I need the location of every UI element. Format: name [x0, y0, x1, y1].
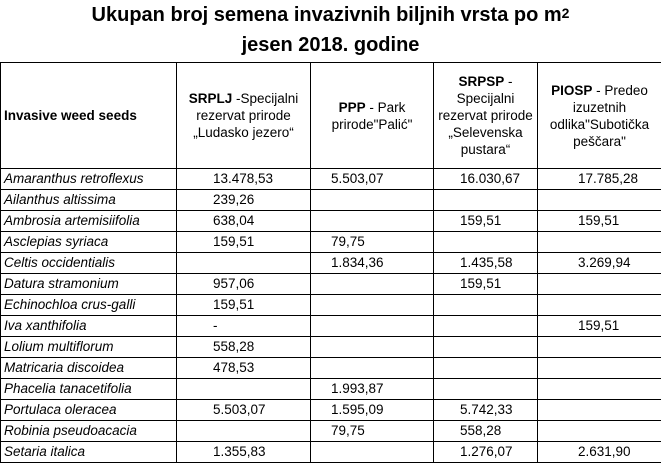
value-cell-piosp[interactable]: 2.631,90	[538, 442, 661, 463]
value-cell-ppp[interactable]	[311, 274, 434, 295]
species-cell[interactable]: Datura stramonium	[1, 274, 177, 295]
value-cell-srplj[interactable]: 957,06	[177, 274, 311, 295]
species-cell[interactable]: Amaranthus retroflexus	[1, 169, 177, 190]
value-cell-srplj[interactable]	[177, 379, 311, 400]
value-cell-piosp[interactable]: 17.785,28	[538, 169, 661, 190]
value-cell-piosp[interactable]: 159,51	[538, 316, 661, 337]
value-cell-srpsp[interactable]: 16.030,67	[434, 169, 538, 190]
value-cell-piosp[interactable]	[538, 274, 661, 295]
table-row	[1, 316, 661, 337]
value-cell-srpsp[interactable]	[434, 358, 538, 379]
value-cell-piosp[interactable]	[538, 400, 661, 421]
species-cell[interactable]: Portulaca oleracea	[1, 400, 177, 421]
value-cell-srplj[interactable]	[177, 253, 311, 274]
table-row	[1, 421, 661, 442]
value-cell-ppp[interactable]	[311, 337, 434, 358]
value-cell-piosp[interactable]	[538, 358, 661, 379]
value-cell-piosp[interactable]	[538, 337, 661, 358]
value-cell-srplj[interactable]: 558,28	[177, 337, 311, 358]
value-cell-ppp[interactable]: 1.834,36	[311, 253, 434, 274]
table-header-row	[1, 63, 661, 169]
value-cell-ppp[interactable]: 1.595,09	[311, 400, 434, 421]
value-cell-ppp[interactable]	[311, 295, 434, 316]
value-cell-srplj[interactable]: 478,53	[177, 358, 311, 379]
value-cell-ppp[interactable]	[311, 190, 434, 211]
value-cell-srplj[interactable]: 159,51	[177, 295, 311, 316]
species-cell[interactable]: Robinia pseudoacacia	[1, 421, 177, 442]
species-cell[interactable]: Ambrosia artemisiifolia	[1, 211, 177, 232]
table-row	[1, 295, 661, 316]
value-cell-piosp[interactable]	[538, 232, 661, 253]
title-block	[0, 0, 661, 62]
value-cell-srpsp[interactable]: 558,28	[434, 421, 538, 442]
value-cell-srplj[interactable]: 1.355,83	[177, 442, 311, 463]
table-row	[1, 190, 661, 211]
header-srpsp: SRPSP - Specijalni rezervat prirode „Selevenska pustara“	[434, 63, 538, 169]
species-cell[interactable]: Lolium multiflorum	[1, 337, 177, 358]
value-cell-ppp[interactable]	[311, 316, 434, 337]
species-cell[interactable]: Celtis occidentialis	[1, 253, 177, 274]
value-cell-ppp[interactable]	[311, 358, 434, 379]
table-body	[1, 169, 661, 463]
title-superscript: 2	[561, 5, 570, 21]
table-row	[1, 232, 661, 253]
value-cell-srplj[interactable]: 638,04	[177, 211, 311, 232]
value-cell-srpsp[interactable]	[434, 295, 538, 316]
species-cell[interactable]: Phacelia tanacetifolia	[1, 379, 177, 400]
header-piosp: PIOSP - Predeo izuzetnih odlika"Subotička peščara"	[538, 63, 661, 169]
species-cell[interactable]: Asclepias syriaca	[1, 232, 177, 253]
value-cell-srpsp[interactable]	[434, 337, 538, 358]
value-cell-ppp[interactable]: 5.503,07	[311, 169, 434, 190]
value-cell-srpsp[interactable]: 159,51	[434, 211, 538, 232]
species-cell[interactable]: Setaria italica	[1, 442, 177, 463]
value-cell-srpsp[interactable]: 1.435,58	[434, 253, 538, 274]
value-cell-srpsp[interactable]	[434, 379, 538, 400]
table-row	[1, 337, 661, 358]
value-cell-piosp[interactable]: 159,51	[538, 211, 661, 232]
header-species: Invasive weed seeds	[1, 63, 177, 169]
value-cell-srplj[interactable]: 159,51	[177, 232, 311, 253]
value-cell-srpsp[interactable]	[434, 190, 538, 211]
table-row	[1, 169, 661, 190]
table-row	[1, 211, 661, 232]
value-cell-ppp[interactable]	[311, 211, 434, 232]
value-cell-ppp[interactable]	[311, 442, 434, 463]
species-cell[interactable]: Iva xanthifolia	[1, 316, 177, 337]
value-cell-piosp[interactable]	[538, 190, 661, 211]
species-cell[interactable]: Ailanthus altissima	[1, 190, 177, 211]
value-cell-srplj[interactable]	[177, 421, 311, 442]
value-cell-srpsp[interactable]: 5.742,33	[434, 400, 538, 421]
table-row	[1, 358, 661, 379]
table-row	[1, 400, 661, 421]
value-cell-srplj[interactable]: 5.503,07	[177, 400, 311, 421]
species-cell[interactable]: Matricaria discoidea	[1, 358, 177, 379]
value-cell-piosp[interactable]: 3.269,94	[538, 253, 661, 274]
value-cell-srpsp[interactable]	[434, 316, 538, 337]
title-line-1	[0, 3, 661, 27]
value-cell-piosp[interactable]	[538, 379, 661, 400]
header-ppp: PPP - Park prirode"Palić"	[311, 63, 434, 169]
species-cell[interactable]: Echinochloa crus-galli	[1, 295, 177, 316]
value-cell-piosp[interactable]	[538, 421, 661, 442]
table-row	[1, 442, 661, 463]
seed-count-table	[0, 62, 661, 463]
title-line-2: jesen 2018. godine	[241, 34, 420, 56]
table-row	[1, 253, 661, 274]
value-cell-ppp[interactable]: 79,75	[311, 421, 434, 442]
value-cell-piosp[interactable]	[538, 295, 661, 316]
value-cell-ppp[interactable]: 79,75	[311, 232, 434, 253]
value-cell-srplj[interactable]: -	[177, 316, 311, 337]
value-cell-srplj[interactable]: 13.478,53	[177, 169, 311, 190]
header-srplj: SRPLJ -Specijalni rezervat prirode „Ludasko jezero“	[177, 63, 311, 169]
value-cell-srpsp[interactable]: 159,51	[434, 274, 538, 295]
value-cell-srpsp[interactable]: 1.276,07	[434, 442, 538, 463]
value-cell-ppp[interactable]: 1.993,87	[311, 379, 434, 400]
table-row	[1, 379, 661, 400]
table-row	[1, 274, 661, 295]
value-cell-srplj[interactable]: 239,26	[177, 190, 311, 211]
value-cell-srpsp[interactable]	[434, 232, 538, 253]
title-text: Ukupan broj semena invazivnih biljnih vrsta po m	[91, 4, 562, 26]
